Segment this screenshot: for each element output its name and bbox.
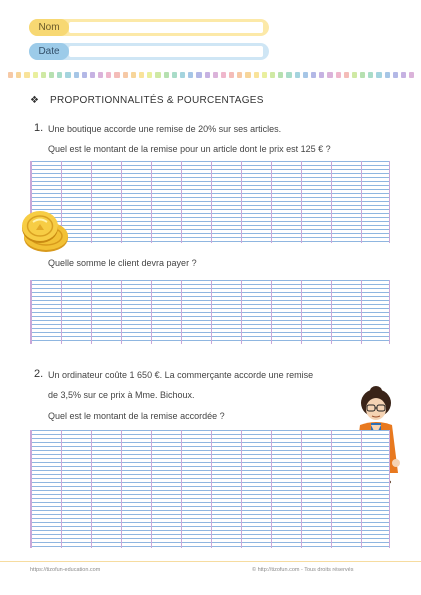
color-strip-segment	[49, 72, 54, 78]
title-bullet-icon: ❖	[30, 95, 40, 106]
color-strip-segment	[24, 72, 29, 78]
color-strip-segment	[155, 72, 160, 78]
color-strip-segment	[376, 72, 381, 78]
color-strip-segment	[229, 72, 234, 78]
color-strip-segment	[164, 72, 169, 78]
color-strip-segment	[245, 72, 250, 78]
color-strip-segment	[90, 72, 95, 78]
color-strip-segment	[409, 72, 414, 78]
color-strip-segment	[254, 72, 259, 78]
color-strip-segment	[262, 72, 267, 78]
color-strip-segment	[205, 72, 210, 78]
color-strip-segment	[98, 72, 103, 78]
color-strip-segment	[123, 72, 128, 78]
color-strip-segment	[16, 72, 21, 78]
color-strip-segment	[368, 72, 373, 78]
exercise-2-line-2: de 3,5% sur ce prix à Mme. Bichoux.	[48, 390, 195, 400]
color-strip-segment	[180, 72, 185, 78]
page-title: PROPORTIONNALITÉS & POURCENTAGES	[50, 95, 264, 106]
answer-grid-3[interactable]	[30, 430, 390, 548]
color-strip-segment	[270, 72, 275, 78]
color-strip-segment	[41, 72, 46, 78]
answer-grid-2[interactable]	[30, 280, 390, 344]
name-label: Nom	[29, 19, 69, 36]
exercise-1-line-1: Une boutique accorde une remise de 20% sur ses articles.	[48, 124, 282, 134]
color-strip-segment	[303, 72, 308, 78]
color-strip-segment	[65, 72, 70, 78]
color-strip-segment	[278, 72, 283, 78]
footer-left-link[interactable]: https://tizofun-education.com	[30, 567, 101, 573]
color-strip-segment	[196, 72, 201, 78]
exercise-1-number: 1.	[34, 122, 44, 134]
color-strip-segment	[213, 72, 218, 78]
color-strip-segment	[360, 72, 365, 78]
decorative-color-strip	[8, 72, 414, 78]
color-strip-segment	[33, 72, 38, 78]
footer-copyright: © http://tizofun.com - Tous droits réservés	[252, 567, 354, 573]
color-strip-segment	[131, 72, 136, 78]
exercise-1-line-2: Quel est le montant de la remise pour un article dont le prix est 125 € ?	[48, 144, 331, 154]
color-strip-segment	[295, 72, 300, 78]
date-input-area[interactable]	[69, 46, 263, 57]
color-strip-segment	[139, 72, 144, 78]
gold-coins-icon	[16, 208, 72, 256]
color-strip-segment	[352, 72, 357, 78]
color-strip-segment	[74, 72, 79, 78]
color-strip-segment	[401, 72, 406, 78]
exercise-1-line-3: Quelle somme le client devra payer ?	[48, 258, 197, 268]
color-strip-segment	[237, 72, 242, 78]
color-strip-segment	[172, 72, 177, 78]
color-strip-segment	[114, 72, 119, 78]
name-field-pill	[29, 19, 269, 36]
color-strip-segment	[8, 72, 13, 78]
footer-divider	[0, 561, 421, 562]
exercise-2-number: 2.	[34, 368, 44, 380]
answer-grid-1[interactable]	[30, 161, 390, 243]
color-strip-segment	[188, 72, 193, 78]
color-strip-segment	[319, 72, 324, 78]
color-strip-segment	[221, 72, 226, 78]
exercise-2-line-1: Un ordinateur coûte 1 650 €. La commerçante accorde une remise	[48, 370, 314, 380]
color-strip-segment	[286, 72, 291, 78]
color-strip-segment	[344, 72, 349, 78]
color-strip-segment	[336, 72, 341, 78]
color-strip-segment	[57, 72, 62, 78]
color-strip-segment	[82, 72, 87, 78]
color-strip-segment	[311, 72, 316, 78]
color-strip-segment	[106, 72, 111, 78]
color-strip-segment	[147, 72, 152, 78]
exercise-2-line-3: Quel est le montant de la remise accordée ?	[48, 411, 225, 421]
color-strip-segment	[327, 72, 332, 78]
date-field-pill	[29, 43, 269, 60]
color-strip-segment	[385, 72, 390, 78]
date-label: Date	[29, 43, 69, 60]
name-input-area[interactable]	[69, 22, 263, 33]
color-strip-segment	[393, 72, 398, 78]
